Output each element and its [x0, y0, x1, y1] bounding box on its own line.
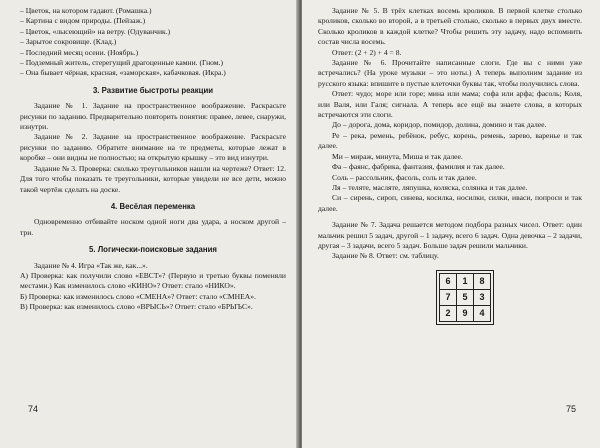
magic-square-grid — [439, 273, 491, 322]
left-page — [0, 0, 298, 448]
section-heading: 5. Логически-поисковые задания — [89, 245, 217, 255]
syllable-line: Си – сирень, сироп, синева, косилка, носилки, силки, иваси, попроси и так далее. — [318, 193, 582, 213]
grid-cell: 9 — [457, 305, 474, 321]
riddle-line: – Последний месяц осени. (Ноябрь.) — [20, 47, 139, 57]
right-page — [302, 0, 600, 448]
grid-cell: 8 — [474, 273, 491, 289]
syllable-line: Ми – мираж, минута, Миша и так далее. — [332, 151, 463, 161]
syllable-line: До – дорога, дома, коридор, помидор, долина, домино и так далее. — [332, 120, 547, 130]
riddle-line: – Она бывает чёрная, красная, «заморская», кабачковая. (Икра.) — [20, 68, 226, 78]
riddle-line: – Цветок, «лысеющий» на ветру. (Одуванчик.) — [20, 26, 171, 36]
grid-cell: 2 — [440, 305, 457, 321]
page-number: 74 — [28, 403, 39, 414]
task-text: Задание № 6. Прочитайте написанные слоги. Где вы с ними уже встречались? (На уроке музыки – это ноты.) А теперь выполним задание из русского языка: впишите в пустые клеточки буквы так, чтобы получились слова. — [318, 58, 582, 88]
grid-cell: 7 — [440, 289, 457, 305]
grid-row — [440, 305, 491, 321]
grid-cell: 3 — [474, 289, 491, 305]
grid-cell: 1 — [457, 273, 474, 289]
task-answer: Ответ: (2 + 2) + 4 = 8. — [332, 47, 402, 57]
task-text: В) Проверка: как изменилось слово «ВРЫСЬ»? Ответ: стало «БРЫЪС». — [20, 302, 253, 312]
grid-row — [440, 289, 491, 305]
grid-cell: 5 — [457, 289, 474, 305]
task-text: Задание № 3. Проверка: сколько треугольников нашли на чертеже? Ответ: 12. Для того чтобы показать те треугольники, которые увидели не все дети, можно такой чертёж сделать на доске. — [20, 163, 286, 194]
riddle-line: – Подземный житель, стерегущий драгоценные камни. (Гном.) — [20, 58, 224, 68]
task-text: Задание № 2. Задание на пространственное воображение. Раскрасьте рисунки по заданию. Обратите внимание на те предметы, которые лежат в коробке – они видны не полностью; на открытую крышку – это вид изнутри. — [20, 132, 286, 163]
task-text: Задание № 8. Ответ: см. таблицу. — [332, 251, 439, 261]
task-text: Одновременно отбивайте носком одной ноги два удара, а носком другой – три. — [20, 217, 286, 237]
syllable-line: Ре – река, ремень, ребёнок, ребус, корень, ремень, зарево, варенье и так далее. — [318, 130, 582, 151]
task-text: Задание № 4. Игра «Так же, как...». — [34, 260, 148, 270]
syllable-line: Фа – фаянс, фабрика, фантазия, фамилия и так далее. — [332, 162, 505, 172]
section-heading: 3. Развитие быстроты реакции — [92, 85, 214, 95]
task-text: А) Проверка: как получили слово «ЕВСТ»? (Первую и третью буквы поменяли местами.) Как изменилось слово «КИНО»? Ответ: стало «НИКО». — [20, 270, 286, 291]
task-text: Задание № 5. В трёх клетках восемь кроликов. В первой клетке столько кроликов, сколько во второй, а в третьей столько, сколько в первых двух вместе. Сколько кроликов в каждой клетке? Чтобы решить эту задачу, надо вспомнить состав числа восемь. — [318, 6, 582, 47]
task-answer: Ответ: чудо; море или горе; мина или мама; софа или арфа; фасоль; Коля, или Валя, или Галя; сигнала. А теперь все ещё вы знаете слова, в которых встречаются эти слоги. — [318, 89, 582, 120]
task-text: Б) Проверка: как изменилось слово «СМЕНА»? Ответ: стало «СМНЕА». — [20, 291, 256, 301]
syllable-line: Ля – теляте, масляте, ляпушка, коляска, солянка и так далее. — [332, 182, 528, 192]
page-number: 75 — [565, 403, 576, 414]
syllable-line: Соль – рассольник, фасоль, соль и так далее. — [332, 172, 477, 182]
grid-row — [440, 273, 491, 289]
magic-square — [436, 270, 494, 325]
grid-cell: 6 — [440, 273, 457, 289]
task-text: Задание № 7. Задача решается методом подбора разных чисел. Ответ: один мальчик решил 5 задач, другой – 1 задачу, всего 6 задач. Одна девочка – 2 задачи, другая – 3 задачи, всего 5 задач. Больше задач решили мальчики. — [318, 220, 582, 250]
grid-cell: 4 — [474, 305, 491, 321]
task-text: Задание № 1. Задание на пространственное воображение. Раскрасьте рисунки по заданию. Предварительно повторить понятия: правее, левее, снаружи, изнутри. — [20, 101, 286, 132]
riddle-line: – Зарытое сокровище. (Клад.) — [20, 37, 117, 47]
riddle-line: – Цветок, на котором гадают. (Ромашка.) — [20, 6, 152, 15]
riddle-line: – Картина с видом природы. (Пейзаж.) — [20, 16, 146, 26]
section-heading: 4. Весёлая переменка — [110, 201, 196, 211]
